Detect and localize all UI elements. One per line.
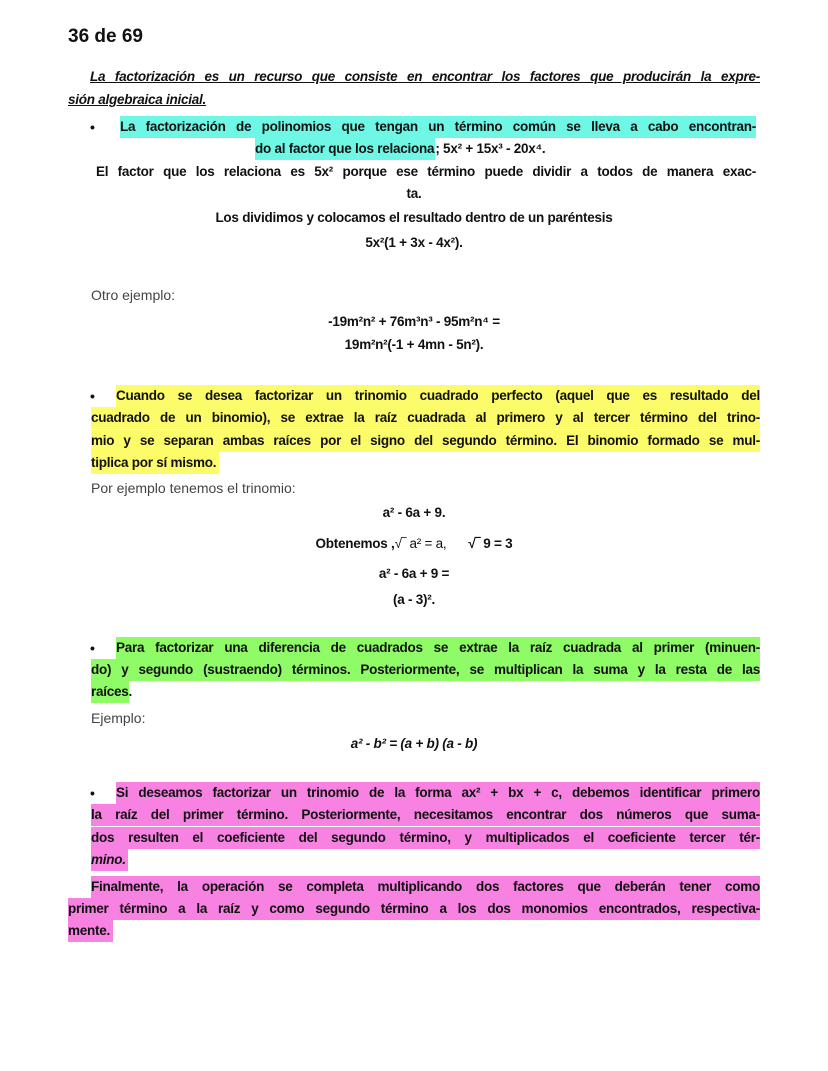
- highlighted-text: mino.: [91, 849, 128, 871]
- difference-line: [91, 659, 760, 681]
- general-trinomial-line: [91, 849, 128, 871]
- general-trinomial-line: [91, 804, 760, 826]
- highlighted-text: tiplica por sí mismo.: [91, 452, 219, 474]
- perfect-square-line: [91, 407, 760, 429]
- general-trinomial-line: [91, 827, 760, 849]
- highlighted-text: mente.: [68, 920, 113, 942]
- trinomial: a² - 6a + 9.: [382, 505, 446, 520]
- step-text: Los dividimos y colocamos el resultado dentro de un paréntesis: [215, 210, 613, 225]
- difference-line: [116, 637, 760, 659]
- highlighted-text: dos resulten el coeficiente del segundo término, y multiplicados el coeficiente tercer tér-: [91, 827, 760, 849]
- explanation-line: ta.: [406, 186, 422, 201]
- highlighted-text: la raíz del primer término. Posteriormente, necesitamos encontrar dos números que suma-: [91, 804, 760, 826]
- highlighted-text: Si deseamos factorizar un trinomio de la forma ax² + bx + c, debemos identificar primero: [116, 782, 760, 804]
- intro-line: La factorización es un recurso que consiste en encontrar los factores que producirán la expre-: [90, 69, 760, 84]
- example-label: Por ejemplo tenemos el trinomio:: [91, 480, 296, 496]
- bullet-icon: •: [90, 388, 95, 404]
- perfect-square-line: [91, 430, 760, 452]
- other-example-label: Otro ejemplo:: [91, 287, 176, 303]
- root-9: √‾ 9 = 3: [468, 536, 513, 551]
- roots-line: [0, 533, 828, 555]
- common-factor-line: [120, 116, 756, 138]
- difference-formula: a² - b² = (a + b) (a - b): [350, 736, 478, 751]
- highlighted-text: Para factorizar una diferencia de cuadrados se extrae la raíz cuadrada al primer (minuen-: [116, 637, 760, 659]
- highlighted-text: primer término a la raíz y como segundo término a los dos monomios encontrados, respectiva-: [68, 898, 760, 920]
- perfect-square-line: [91, 452, 219, 474]
- root-a: √‾ a² = a,: [394, 536, 447, 551]
- difference-line: raíces.: [91, 681, 132, 703]
- other-result: 19m²n²(-1 + 4mn - 5n²).: [344, 337, 484, 352]
- bullet-icon: •: [90, 785, 95, 801]
- example-label: Ejemplo:: [91, 710, 146, 726]
- highlighted-text: Cuando se desea factorizar un trinomio cuadrado perfecto (aquel que es resultado del: [116, 385, 760, 407]
- page-indicator: 36 de 69: [68, 26, 143, 47]
- final-line: [68, 920, 113, 942]
- final-line: [68, 898, 760, 920]
- perfect-square-line: [116, 385, 760, 407]
- intro-line: sión algebraica inicial.: [68, 92, 207, 107]
- highlighted-text: mio y se separan ambas raíces por el signo del segundo término. El binomio formado se mul-: [91, 430, 760, 452]
- trinomial-expression: a² - 6a + 9 =: [378, 566, 450, 581]
- highlighted-text: raíces: [91, 681, 129, 703]
- expression: ; 5x² + 15x³ - 20x⁴.: [435, 141, 546, 156]
- common-factor-line: [255, 138, 545, 160]
- bullet-icon: •: [90, 119, 95, 135]
- highlighted-text: do) y segundo (sustraendo) términos. Posteriormente, se multiplican la suma y la resta de las: [91, 659, 760, 681]
- result-expression: 5x²(1 + 3x - 4x²).: [365, 235, 463, 250]
- trinomial-result: (a - 3)².: [392, 592, 435, 607]
- other-expression: -19m²n² + 76m³n³ - 95m²n⁴ =: [328, 314, 500, 329]
- final-line: [91, 876, 760, 898]
- explanation-line: El factor que los relaciona es 5x² porque ese término puede dividir a todos de manera exac-: [96, 164, 756, 179]
- highlighted-text: Finalmente, la operación se completa multiplicando dos factores que deberán tener como: [91, 876, 760, 898]
- highlighted-text: do al factor que los relaciona: [255, 138, 435, 160]
- general-trinomial-line: [116, 782, 760, 804]
- highlighted-text: cuadrado de un binomio), se extrae la raíz cuadrada al primero y al tercer término del trino-: [91, 407, 760, 429]
- bullet-icon: •: [90, 640, 95, 656]
- highlighted-text: La factorización de polinomios que tengan un término común se lleva a cabo encontran-: [120, 116, 756, 138]
- obtain-label: Obtenemos ,: [315, 536, 395, 551]
